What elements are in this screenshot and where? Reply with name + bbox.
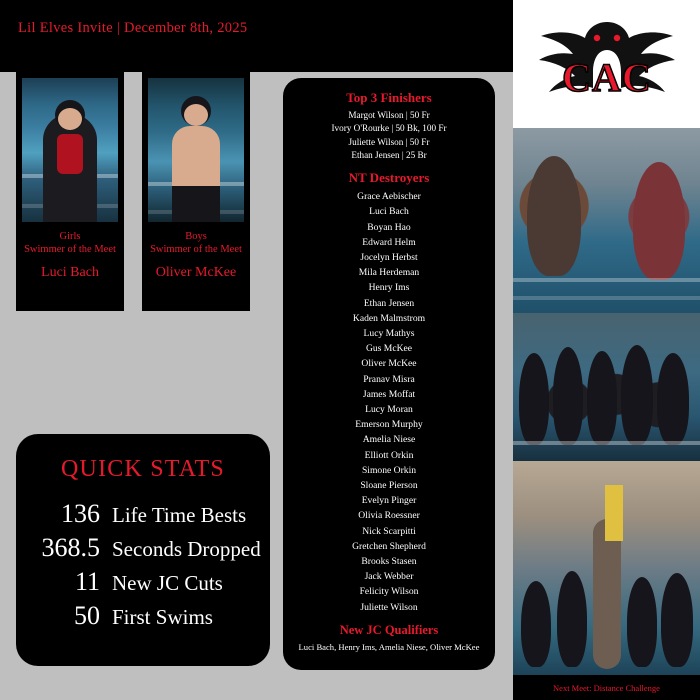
nt-destroyer-item: Henry Ims (368, 282, 410, 294)
nt-destroyer-item: James Moffat (362, 388, 416, 400)
girls-subtitle: Swimmer of the Meet (24, 244, 116, 255)
team-lineup-poolside-photo (513, 313, 700, 461)
girls-group-label: Girls (59, 231, 81, 242)
nt-destroyer-item: Nick Scarpitti (362, 525, 416, 537)
nt-destroyer-item: Boyan Hao (367, 221, 411, 233)
nt-destroyer-item: Lucy Moran (365, 404, 413, 416)
nt-destroyer-item: Jack Webber (364, 571, 414, 583)
quick-stat-row (16, 599, 270, 633)
nt-destroyer-item: Elliott Orkin (364, 449, 414, 461)
page-title: Lil Elves Invite | December 8th, 2025 (18, 20, 248, 36)
quick-stats-card (16, 434, 270, 666)
quick-stat-row (16, 531, 270, 565)
coach-and-swimmer-poolside-photo (513, 128, 700, 313)
boys-group-label: Boys (185, 231, 207, 242)
nt-destroyer-item: Jocelyn Herbst (360, 252, 418, 263)
top-finisher-item: Ethan Jensen | 25 Br (351, 149, 427, 160)
quick-stats-rows (16, 497, 270, 633)
nt-destroyer-item: Olivia Roessner (358, 510, 420, 522)
quick-stat-label: Seconds Dropped (112, 537, 261, 561)
top-finishers-list (283, 109, 495, 162)
logo-container (513, 0, 700, 128)
header-bar (0, 0, 513, 72)
top-finisher-item: Juliette Wilson | 50 Fr (348, 136, 430, 147)
top-finisher-item: Ivory O'Rourke | 50 Bk, 100 Fr (331, 123, 447, 134)
nt-destroyers-heading: NT Destroyers (348, 170, 430, 186)
banner-tail (142, 295, 250, 311)
girls-swimmer-name: Luci Bach (41, 265, 99, 280)
quick-stat-value: 368.5 (41, 533, 100, 562)
quick-stat-label: First Swims (112, 605, 213, 629)
nt-destroyer-item: Brooks Stasen (361, 556, 417, 568)
nt-destroyer-item: Felicity Wilson (359, 586, 419, 598)
quick-stat-value: 11 (74, 567, 100, 596)
nt-destroyer-item: Kaden Malmstrom (352, 312, 426, 324)
team-group-photo (513, 461, 700, 675)
quick-stat-label: New JC Cuts (112, 571, 223, 595)
nt-destroyer-item: Gretchen Shepherd (352, 540, 426, 552)
right-rail (513, 0, 700, 700)
quick-stat-value: 50 (74, 601, 100, 630)
top-finishers-heading: Top 3 Finishers (346, 90, 432, 105)
swimmer-of-the-meet-card-girls (16, 72, 124, 311)
nt-destroyer-item: Lucy Mathys (363, 328, 415, 340)
boys-swimmer-name: Oliver McKee (155, 265, 237, 280)
nt-destroyer-item: Luci Bach (369, 206, 409, 218)
girl-swimmer-photo (22, 78, 118, 222)
nt-destroyer-item: Pranav Misra (363, 373, 415, 385)
nt-destroyer-item: Emerson Murphy (355, 419, 423, 431)
nt-destroyer-item: Gus McKee (365, 343, 413, 355)
swimmer-of-the-meet-card-boys (142, 72, 250, 311)
banner-tail (16, 295, 124, 311)
nt-destroyer-item: Ethan Jensen (363, 297, 415, 309)
nt-destroyer-item: Edward Helm (362, 236, 416, 248)
nt-destroyer-item: Simone Orkin (361, 464, 417, 476)
quick-stat-row (16, 565, 270, 599)
new-jc-qualifiers-heading: New JC Qualifiers (339, 622, 439, 637)
nt-destroyer-item: Sloane Pierson (360, 480, 418, 492)
quick-stat-value: 136 (61, 499, 100, 528)
boy-swimmer-photo (148, 78, 244, 222)
quick-stat-row (16, 497, 270, 531)
results-panel (283, 78, 495, 670)
boys-subtitle: Swimmer of the Meet (150, 244, 242, 255)
nt-destroyer-item: Oliver McKee (361, 358, 417, 370)
top-finisher-item: Margot Wilson | 50 Fr (348, 110, 430, 120)
nt-destroyer-item: Juliette Wilson (360, 601, 418, 613)
logo-text: CAC (562, 55, 652, 100)
quick-stats-title: QUICK STATS (61, 456, 225, 482)
nt-destroyers-list (283, 189, 495, 615)
nt-destroyer-item: Mila Herdeman (358, 267, 420, 279)
next-meet-banner: Next Meet: Distance Challenge (513, 675, 700, 700)
nt-destroyer-item: Evelyn Pinger (361, 495, 417, 507)
new-jc-qualifiers-list: Luci Bach, Henry Ims, Amelia Niese, Oliver McKee (298, 641, 480, 652)
nt-destroyer-item: Amelia Niese (362, 434, 416, 446)
nt-destroyer-item: Grace Aebischer (357, 191, 421, 203)
eagle-icon (531, 10, 683, 118)
quick-stat-label: Life Time Bests (112, 503, 247, 527)
